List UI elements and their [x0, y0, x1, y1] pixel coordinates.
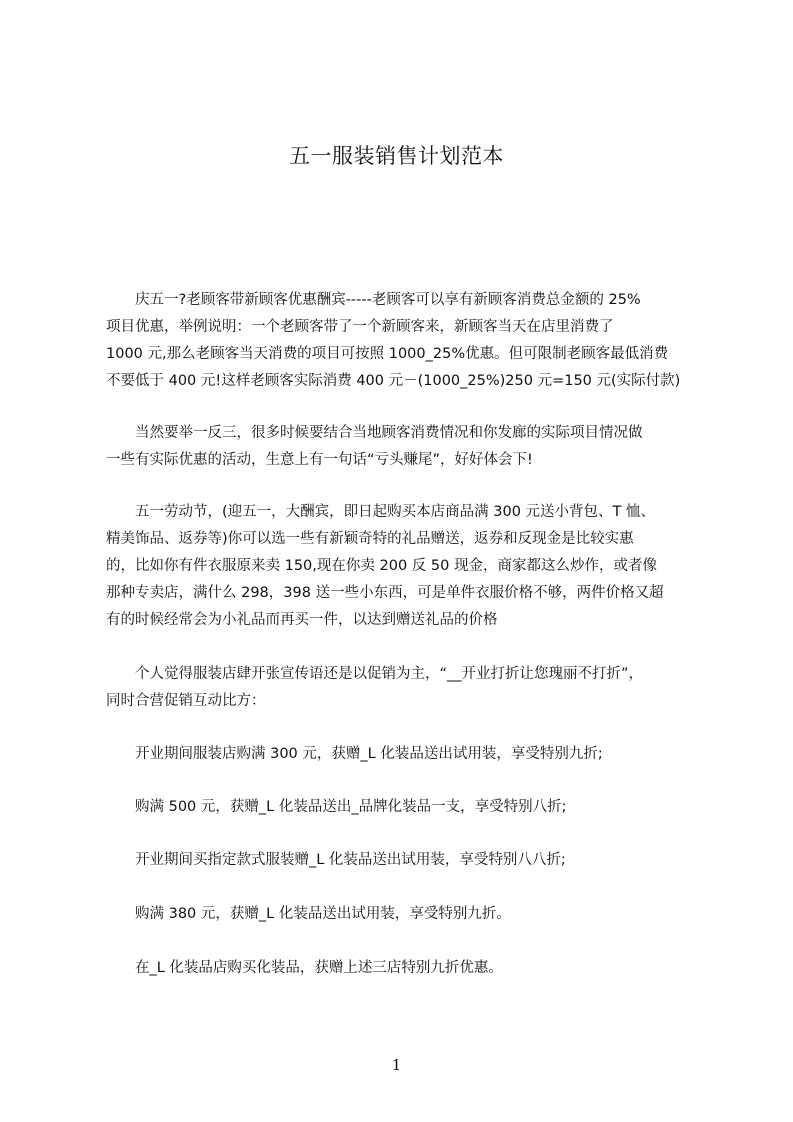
paragraph-2-line-1: 当然要举一反三，很多时候要结合当地顾客消费情况和你发廊的实际项目情况做: [106, 425, 643, 441]
paragraph-1-line-1: 庆五一?老顾客带新顾客优惠酬宾-----老顾客可以享有新顾客消费总金额的 25%: [106, 292, 641, 308]
promo-item-5: 在_L 化装品店购买化装品，获赠上述三店特别九折优惠。: [106, 960, 503, 976]
promo-item-3: 开业期间买指定款式服装赠_L 化装品送出试用装，享受特别八八折;: [106, 852, 566, 868]
paragraph-1-line-4: 不要低于 400 元!这样老顾客实际消费 400 元－(1000_25%)250 元=150 元(实际付款): [106, 373, 681, 389]
paragraph-3-line-1: 五一劳动节，(迎五一，大酬宾，即日起购买本店商品满 300 元送小背包、T 恤、: [106, 504, 656, 520]
paragraph-1-line-3: 1000 元,那么老顾客当天消费的项目可按照 1000_25%优惠。但可限制老顾客最低消费: [106, 346, 669, 362]
paragraph-3-line-5: 有的时候经常会为小礼品而再买一件，以达到赠送礼品的价格: [106, 612, 498, 628]
paragraph-4-line-2: 同时合营促销互动比方：: [106, 693, 266, 709]
paragraph-2-line-2: 一些有实际优惠的活动，生意上有一句话“亏头赚尾”，好好体会下!: [106, 452, 533, 468]
document-title: 五一服装销售计划范本: [289, 144, 504, 168]
promo-item-1: 开业期间服装店购满 300 元，获赠_L 化装品送出试用装，享受特别九折;: [106, 746, 603, 762]
paragraph-4-line-1: 个人觉得服装店肆开张宣传语还是以促销为主，“__开业打折让您瑰丽不打折”，: [106, 666, 644, 682]
paragraph-3-line-3: 的，比如你有件衣服原来卖 150,现在你卖 200 反 50 现金，商家都这么炒作，或者像: [106, 558, 657, 574]
paragraph-3-line-2: 精美饰品、返券等)你可以选一些有新颖奇特的礼品赠送，返券和反现金是比较实惠: [106, 531, 634, 547]
page-number: 1: [391, 1056, 402, 1074]
promo-item-2: 购满 500 元，获赠_L 化装品送出_品牌化装品一支，享受特别八折;: [106, 799, 567, 815]
paragraph-3-line-4: 那种专卖店，满什么 298，398 送一些小东西，可是单件衣服价格不够，两件价格又超: [106, 585, 664, 601]
promo-item-4: 购满 380 元，获赠_L 化装品送出试用装，享受特别九折。: [106, 906, 511, 922]
paragraph-1-line-2: 项目优惠，举例说明：一个老顾客带了一个新顾客来，新顾客当天在店里消费了: [106, 319, 614, 335]
